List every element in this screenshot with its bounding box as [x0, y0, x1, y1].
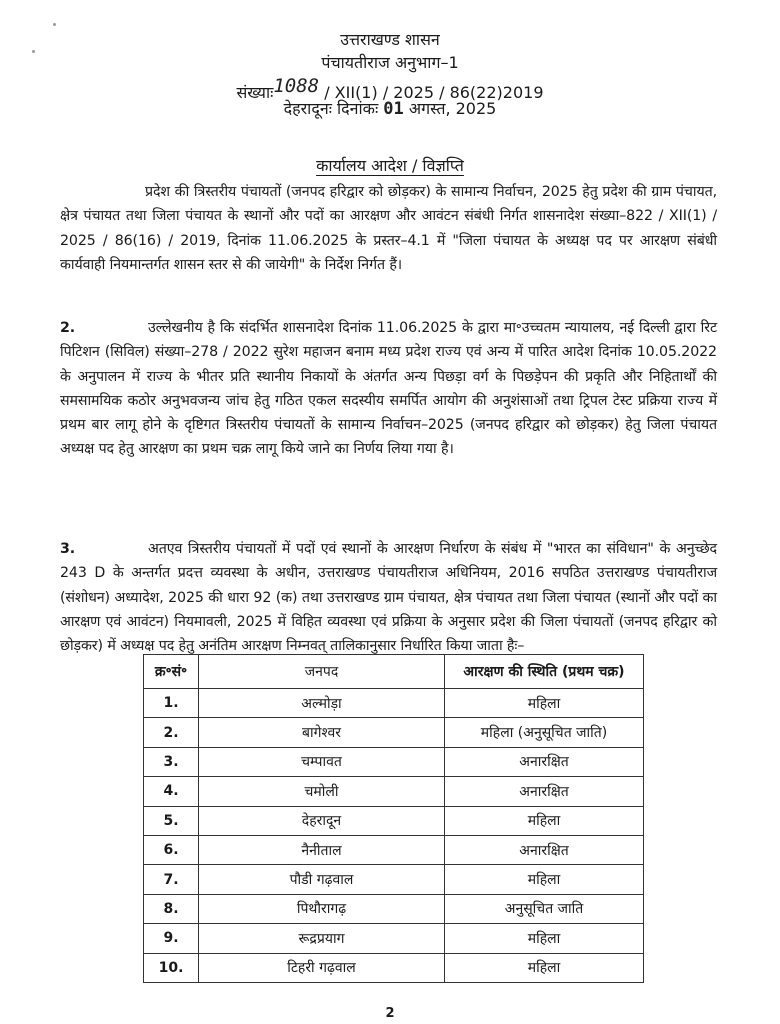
- table-row: [144, 718, 644, 747]
- paragraph-3: [60, 537, 717, 658]
- scan-speck: [53, 23, 56, 26]
- serial-cell: 1.: [144, 689, 199, 718]
- reservation-cell: महिला: [445, 806, 644, 835]
- table-row: [144, 953, 644, 982]
- table-row: [144, 924, 644, 953]
- district-cell: नैनीताल: [199, 835, 445, 864]
- header-district: जनपद: [199, 655, 445, 689]
- order-title: कार्यालय आदेश / विज्ञप्ति: [316, 156, 464, 175]
- district-cell: पिथौरागढ़: [199, 894, 445, 923]
- government-heading: उत्तराखण्ड शासन: [340, 30, 440, 49]
- page-number: 2: [385, 1006, 395, 1021]
- table-row: [144, 806, 644, 835]
- reservation-cell: महिला: [445, 924, 644, 953]
- section-heading: पंचायतीराज अनुभाग–1: [321, 53, 459, 72]
- district-cell: रूद्रप्रयाग: [199, 924, 445, 953]
- date-line: [0, 99, 780, 119]
- reservation-table: [143, 654, 644, 983]
- table-row: [144, 894, 644, 923]
- district-cell: टिहरी गढ़वाल: [199, 953, 445, 982]
- reservation-cell: अनारक्षित: [445, 747, 644, 776]
- reservation-cell: अनुसूचित जाति: [445, 894, 644, 923]
- table-row: [144, 865, 644, 894]
- serial-cell: 9.: [144, 924, 199, 953]
- reservation-cell: अनारक्षित: [445, 777, 644, 806]
- paragraph-2: [60, 316, 717, 462]
- district-cell: पौडी गढ़वाल: [199, 865, 445, 894]
- serial-cell: 6.: [144, 835, 199, 864]
- table-row: [144, 777, 644, 806]
- header-serial: क्र॰सं॰: [144, 655, 199, 689]
- paragraph-text: अतएव त्रिस्तरीय पंचायतों में पदों एवं स्थानों के आरक्षण निर्धारण के संबंध में "भारत का संविधान" के अनुच्छेद 243 D के अन्तर्गत प्रदत्त व्यवस्था के अधीन, उत्तराखण्ड पंचायतीराज अधिनियम, 2016 सपठित उत्तराखण्ड पंचायतीराज (संशोधन) अध्यादेश, 2025 की धारा 92 (क) तथा उत्तराखण्ड ग्राम पंचायत, क्षेत्र पंचायत तथा जिला पंचायत (स्थानों और पदों का आरक्षण एवं आवंटन) नियमावली, 2025 में विहित व्यवस्था एवं प्रक्रिया के अनुसार प्रदेश की जिला पंचायतों (जनपद हरिद्वार को छोड़कर) में अध्यक्ष पद हेतु अनंतिम आरक्षण निम्नवत् तालिकानुसार निर्धारित किया जाता हैः–: [60, 541, 717, 655]
- header-reservation-status: आरक्षण की स्थिति (प्रथम चक्र): [445, 655, 644, 689]
- reservation-cell: महिला: [445, 689, 644, 718]
- serial-cell: 2.: [144, 718, 199, 747]
- paragraph-number: 3.: [60, 541, 76, 557]
- number-label: संख्याः: [236, 83, 274, 102]
- number-rest: / XII(1) / 2025 / 86(22)2019: [324, 83, 544, 102]
- reservation-cell: महिला: [445, 953, 644, 982]
- date-rest: अगस्त, 2025: [408, 99, 497, 118]
- table-header-row: [144, 655, 644, 689]
- serial-cell: 5.: [144, 806, 199, 835]
- reservation-cell: अनारक्षित: [445, 835, 644, 864]
- serial-cell: 3.: [144, 747, 199, 776]
- district-cell: बागेश्वर: [199, 718, 445, 747]
- district-cell: चमोली: [199, 777, 445, 806]
- table-row: [144, 747, 644, 776]
- handwritten-number: 1088: [273, 75, 320, 97]
- date-label: देहरादूनः दिनांकः: [283, 99, 379, 118]
- table-row: [144, 689, 644, 718]
- serial-cell: 7.: [144, 865, 199, 894]
- district-cell: अल्मोड़ा: [199, 689, 445, 718]
- district-cell: देहरादून: [199, 806, 445, 835]
- district-cell: चम्पावत: [199, 747, 445, 776]
- serial-cell: 8.: [144, 894, 199, 923]
- paragraph-text: उल्लेखनीय है कि संदर्भित शासनादेश दिनांक 11.06.2025 के द्वारा मा॰उच्चतम न्यायालय, नई दिल्ली द्वारा रिट पिटिशन (सिविल) संख्या–278 / 2022 सुरेश महाजन बनाम मध्य प्रदेश राज्य एवं अन्य में पारित आदेश दिनांक 10.05.2022 के अनुपालन में राज्य के भीतर प्रति स्थानीय निकायों के अंतर्गत अन्य पिछड़ा वर्ग के पिछड़ेपन की प्रकृति और निहितार्थों की समसामयिक कठोर अनुभवजन्य जांच हेतु गठित एकल सदस्यीय समर्पित आयोग की अनुशंसाओं तथा ट्रिपल टेस्ट प्रक्रिया राज्य में प्रथम बार लागू होने के दृष्टिगत त्रिस्तरीय पंचायतों के सामान्य निर्वाचन–2025 (जनपद हरिद्वार को छोड़कर) हेतु जिला पंचायत अध्यक्ष पद हेतु आरक्षण का प्रथम चक्र लागू किये जाने का निर्णय लिया गया है।: [60, 320, 717, 458]
- reservation-cell: महिला (अनुसूचित जाति): [445, 718, 644, 747]
- serial-cell: 4.: [144, 777, 199, 806]
- paragraph-number: 2.: [60, 320, 76, 336]
- serial-cell: 10.: [144, 953, 199, 982]
- handwritten-date: 01: [383, 99, 404, 119]
- reservation-cell: महिला: [445, 865, 644, 894]
- table-row: [144, 835, 644, 864]
- paragraph-1: प्रदेश की त्रिस्तरीय पंचायतों (जनपद हरिद्वार को छोड़कर) के सामान्य निर्वाचन, 2025 हेतु प्रदेश की ग्राम पंचायत, क्षेत्र पंचायत तथा जिला पंचायत के स्थानों और पदों का आरक्षण और आवंटन संबंधी निर्गत शासनादेश संख्या–822 / XII(1) / 2025 / 86(16) / 2019, दिनांक 11.06.2025 के प्रस्तर–4.1 में "जिला पंचायत के अध्यक्ष पद पर आरक्षण संबंधी कार्यवाही नियमान्तर्गत शासन स्तर से की जायेगी" के निर्देश निर्गत हैं।: [60, 184, 717, 273]
